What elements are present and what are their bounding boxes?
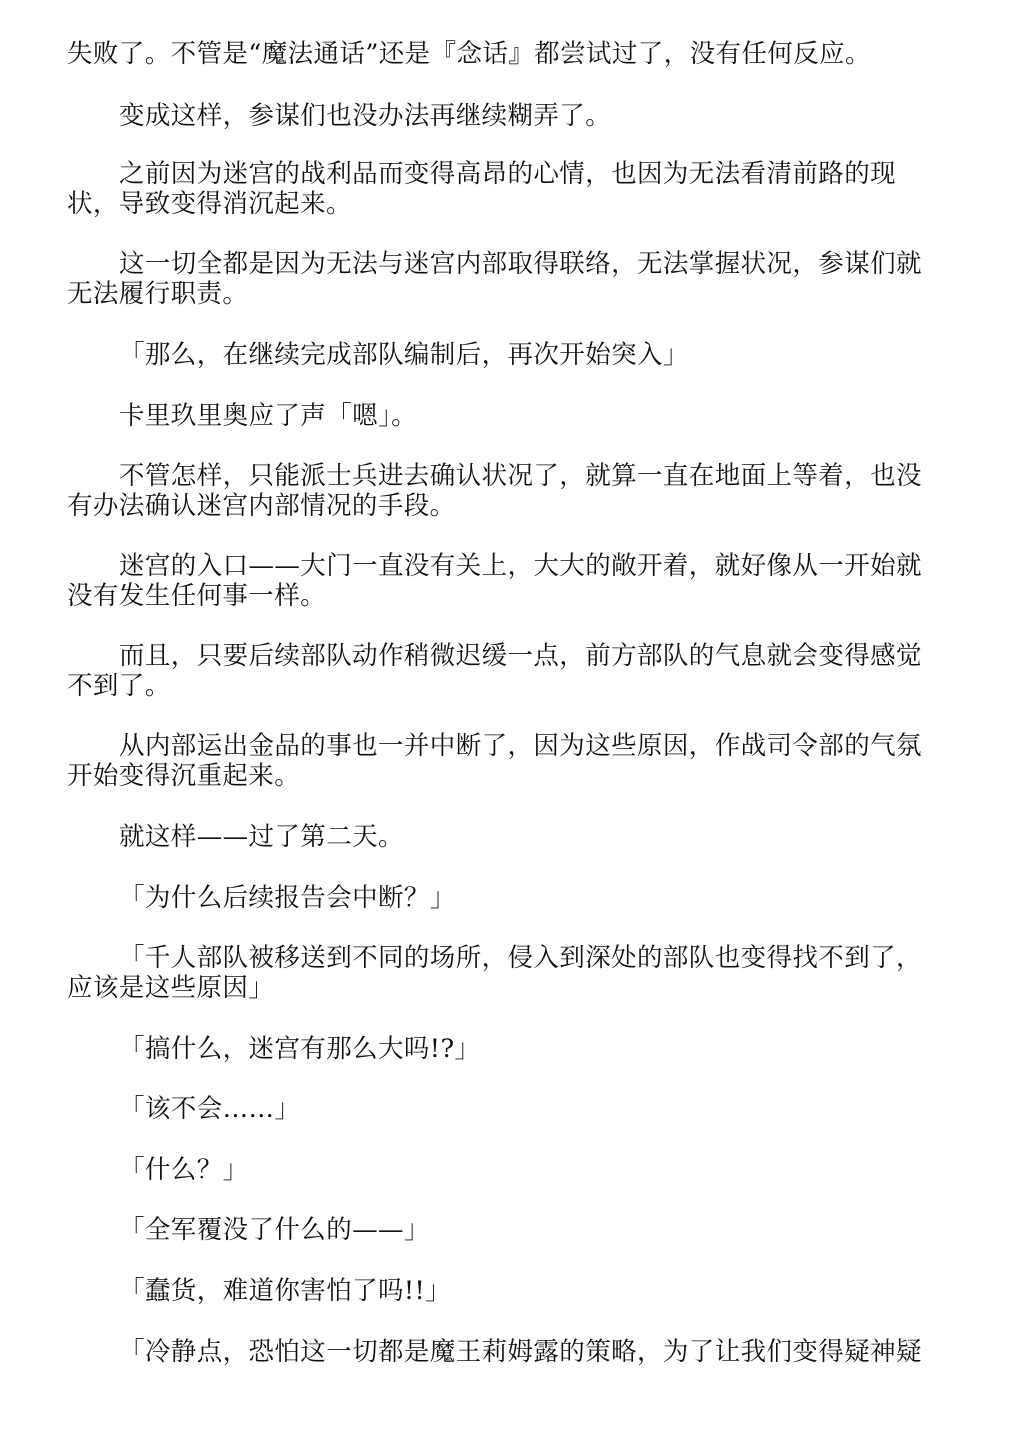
paragraph: 「该不会……」 — [119, 1094, 301, 1124]
paragraph: 之前因为迷宫的战利品而变得高昂的心情，也因为无法看清前路的现状，导致变得消沉起来。 — [67, 159, 897, 219]
paragraph: 「冷静点，恐怕这一切都是魔王莉姆露的策略，为了让我们变得疑神疑 — [119, 1337, 922, 1367]
paragraph: 就这样——过了第二天。 — [119, 822, 404, 852]
paragraph: 而且，只要后续部队动作稍微迟缓一点，前方部队的气息就会变得感觉不到了。 — [67, 641, 922, 701]
paragraph: 不管怎样，只能派士兵进去确认状况了，就算一直在地面上等着，也没有办法确认迷宫内部情况的手段。 — [67, 461, 922, 521]
paragraph: 变成这样，参谋们也没办法再继续糊弄了。 — [119, 101, 612, 131]
paragraph: 「搞什么，迷宫有那么大吗!?」 — [119, 1034, 481, 1064]
paragraph: 「那么，在继续完成部队编制后，再次开始突入」 — [119, 340, 689, 370]
paragraph: 「全军覆没了什么的——」 — [119, 1215, 430, 1245]
paragraph: 迷宫的入口——大门一直没有关上，大大的敞开着，就好像从一开始就没有发生任何事一样。 — [67, 551, 922, 611]
paragraph: 「蠢货，难道你害怕了吗!!」 — [119, 1276, 452, 1306]
paragraph: 「千人部队被移送到不同的场所，侵入到深处的部队也变得找不到了，应该是这些原因」 — [67, 943, 922, 1003]
paragraph: 「为什么后续报告会中断？」 — [119, 883, 456, 913]
paragraph: 卡里玖里奥应了声「嗯」。 — [119, 401, 418, 431]
paragraph: 这一切全都是因为无法与迷宫内部取得联络，无法掌握状况，参谋们就无法履行职责。 — [67, 249, 922, 309]
paragraph: 从内部运出金品的事也一并中断了，因为这些原因，作战司令部的气氛开始变得沉重起来。 — [67, 731, 922, 791]
paragraph: 失败了。不管是“魔法通话”还是『念话』都尝试过了，没有任何反应。 — [67, 39, 871, 69]
paragraph: 「什么？」 — [119, 1155, 249, 1185]
